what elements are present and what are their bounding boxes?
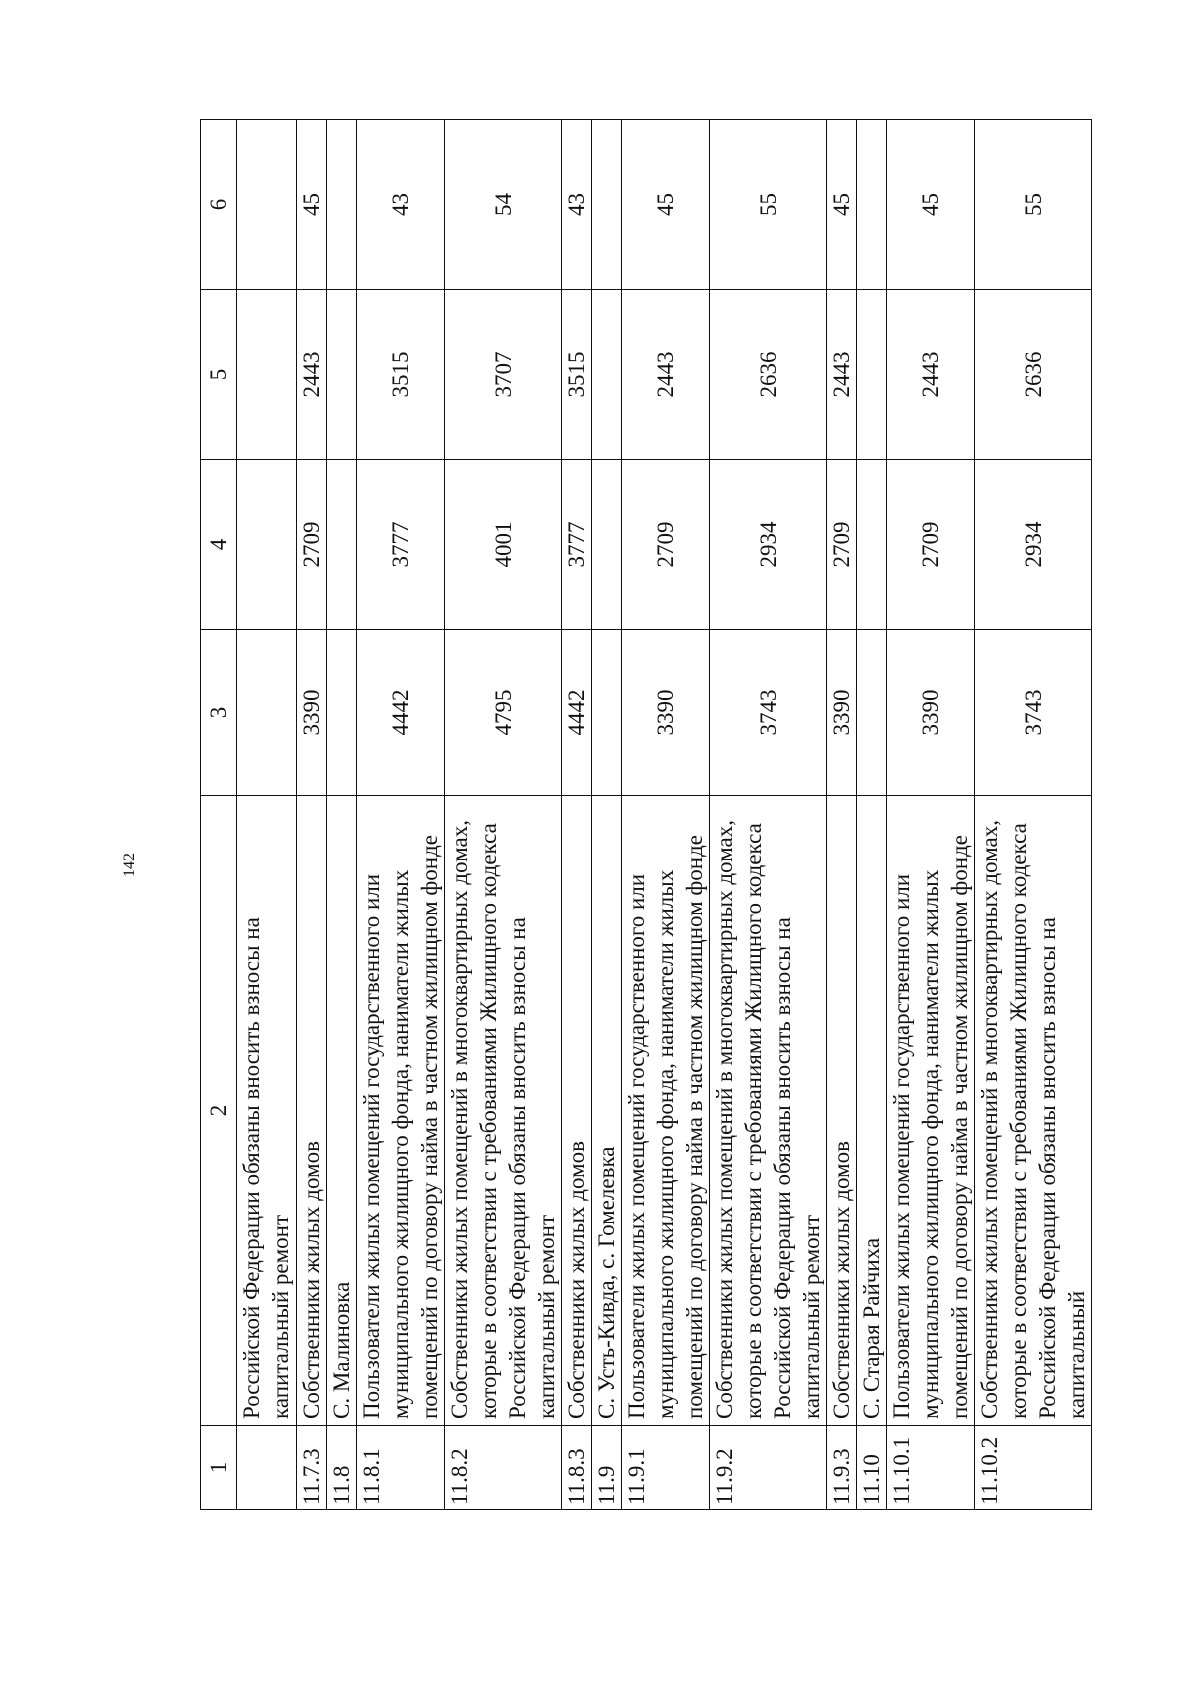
row-code-cell: 11.8.1: [357, 1426, 445, 1510]
row-code-cell: 11.9.1: [622, 1426, 710, 1510]
row-value-cell: [327, 290, 357, 460]
row-code-cell: 11.9: [592, 1426, 622, 1510]
row-description-cell: Собственники жилых домов: [827, 796, 857, 1426]
table-row: [357, 120, 445, 1510]
row-value-cell: [857, 290, 887, 460]
row-value-cell: 3390: [622, 630, 710, 796]
table-row: [237, 120, 297, 1510]
row-value-cell: 54: [445, 120, 562, 290]
header-cell: 4: [201, 460, 237, 630]
row-value-cell: [857, 120, 887, 290]
table-row: [327, 120, 357, 1510]
row-code-cell: 11.10: [857, 1426, 887, 1510]
row-value-cell: 2443: [887, 290, 975, 460]
row-value-cell: 4001: [445, 460, 562, 630]
row-value-cell: 3515: [357, 290, 445, 460]
table-row: [592, 120, 622, 1510]
row-value-cell: [237, 460, 297, 630]
table-row: [975, 120, 1092, 1510]
row-code-cell: 11.9.3: [827, 1426, 857, 1510]
row-value-cell: 45: [622, 120, 710, 290]
header-cell: 1: [201, 1426, 237, 1510]
row-value-cell: 3743: [975, 630, 1092, 796]
row-code-cell: 11.9.2: [710, 1426, 827, 1510]
table-row: [857, 120, 887, 1510]
row-description-cell: Пользователи жилых помещений государственного или муниципального жилищного фонда, наниматели жилых помещений по договору найма в частном жилищном фонде: [357, 796, 445, 1426]
table-row: [887, 120, 975, 1510]
row-value-cell: 2709: [622, 460, 710, 630]
table-row: [445, 120, 562, 1510]
row-value-cell: 43: [562, 120, 592, 290]
table-row: [297, 120, 327, 1510]
row-value-cell: [857, 630, 887, 796]
row-value-cell: [327, 460, 357, 630]
row-value-cell: 2636: [710, 290, 827, 460]
table-row: [827, 120, 857, 1510]
row-value-cell: [592, 460, 622, 630]
row-value-cell: 45: [297, 120, 327, 290]
table-body: [201, 120, 1092, 1510]
row-description-cell: Пользователи жилых помещений государственного или муниципального жилищного фонда, наниматели жилых помещений по договору найма в частном жилищном фонде: [622, 796, 710, 1426]
page-number: 142: [121, 853, 138, 877]
row-value-cell: 2636: [975, 290, 1092, 460]
row-value-cell: 2934: [975, 460, 1092, 630]
row-code-cell: 11.7.3: [297, 1426, 327, 1510]
row-value-cell: [327, 630, 357, 796]
row-value-cell: 4442: [357, 630, 445, 796]
row-value-cell: 45: [887, 120, 975, 290]
row-description-cell: С. Старая Райчиха: [857, 796, 887, 1426]
row-value-cell: [237, 630, 297, 796]
row-value-cell: 3777: [562, 460, 592, 630]
row-code-cell: 11.10.2: [975, 1426, 1092, 1510]
row-value-cell: 55: [975, 120, 1092, 290]
row-value-cell: 2934: [710, 460, 827, 630]
row-description-cell: С. Малиновка: [327, 796, 357, 1426]
row-value-cell: 2709: [827, 460, 857, 630]
table-row: [562, 120, 592, 1510]
row-code-cell: [237, 1426, 297, 1510]
row-code-cell: 11.10.1: [887, 1426, 975, 1510]
row-value-cell: 2443: [827, 290, 857, 460]
row-description-cell: Собственники жилых помещений в многоквартирных домах, которые в соответствии с требованиями Жилищного кодекса Российской Федерации обязаны вносить взносы на капитальный ремонт: [710, 796, 827, 1426]
header-cell: 2: [201, 796, 237, 1426]
row-value-cell: [592, 290, 622, 460]
row-code-cell: 11.8.2: [445, 1426, 562, 1510]
row-value-cell: 2443: [297, 290, 327, 460]
row-description-cell: Российской Федерации обязаны вносить взносы на капитальный ремонт: [237, 796, 297, 1426]
header-cell: 6: [201, 120, 237, 290]
row-value-cell: 3707: [445, 290, 562, 460]
row-code-cell: 11.8: [327, 1426, 357, 1510]
row-value-cell: [237, 120, 297, 290]
row-value-cell: [592, 630, 622, 796]
row-value-cell: [592, 120, 622, 290]
row-value-cell: 3390: [297, 630, 327, 796]
table-row: [710, 120, 827, 1510]
row-value-cell: 3390: [887, 630, 975, 796]
row-value-cell: 2709: [887, 460, 975, 630]
row-description-cell: Собственники жилых домов: [562, 796, 592, 1426]
row-value-cell: 3777: [357, 460, 445, 630]
row-value-cell: [327, 120, 357, 290]
row-value-cell: 3390: [827, 630, 857, 796]
header-row: [201, 120, 237, 1510]
row-value-cell: 4442: [562, 630, 592, 796]
row-description-cell: Собственники жилых помещений в многоквартирных домах, которые в соответствии с требованиями Жилищного кодекса Российской Федерации обязаны вносить взносы на капитальный ремонт: [445, 796, 562, 1426]
row-value-cell: 3515: [562, 290, 592, 460]
row-value-cell: 2443: [622, 290, 710, 460]
row-description-cell: Пользователи жилых помещений государственного или муниципального жилищного фонда, наниматели жилых помещений по договору найма в частном жилищном фонде: [887, 796, 975, 1426]
row-code-cell: 11.8.3: [562, 1426, 592, 1510]
row-value-cell: [857, 460, 887, 630]
header-cell: 5: [201, 290, 237, 460]
row-value-cell: 4795: [445, 630, 562, 796]
tariff-table: [200, 119, 1092, 1510]
table-row: [622, 120, 710, 1510]
row-value-cell: 55: [710, 120, 827, 290]
row-value-cell: [237, 290, 297, 460]
row-description-cell: Собственники жилых домов: [297, 796, 327, 1426]
row-value-cell: 43: [357, 120, 445, 290]
document-table-container: [200, 120, 1089, 1510]
row-description-cell: С. Усть-Кивда, с. Гомелевка: [592, 796, 622, 1426]
header-cell: 3: [201, 630, 237, 796]
row-value-cell: 3743: [710, 630, 827, 796]
row-value-cell: 2709: [297, 460, 327, 630]
row-value-cell: 45: [827, 120, 857, 290]
row-description-cell: Собственники жилых помещений в многоквартирных домах, которые в соответствии с требованиями Жилищного кодекса Российской Федерации обязаны вносить взносы на капитальный: [975, 796, 1092, 1426]
